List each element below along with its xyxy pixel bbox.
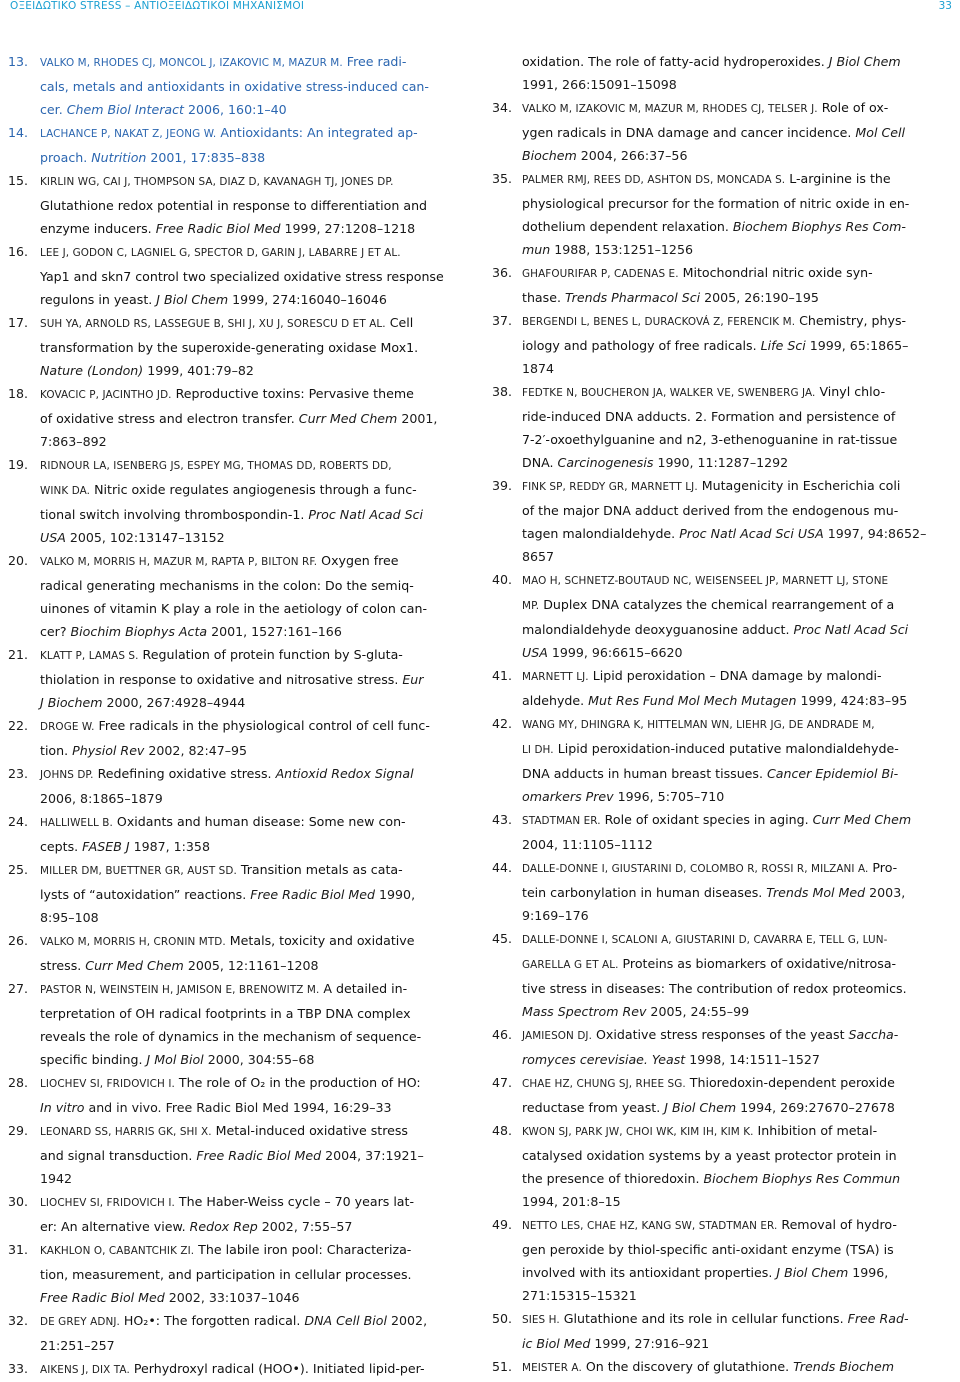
reference-details: 2002, 33:1037–1046: [164, 1290, 300, 1305]
reference-details: 2000, 267:4928–4944: [102, 695, 246, 710]
reference-details: 1994, 269:27670–27678: [736, 1100, 895, 1115]
reference-title: Metal-induced oxidative stress and signal transduction.: [40, 1123, 408, 1163]
reference-item: [492, 856, 954, 927]
reference-number: 29.: [8, 1123, 29, 1138]
reference-item: [8, 714, 448, 762]
reference-item: [492, 167, 954, 261]
reference-item: [8, 1190, 448, 1238]
reference-authors: DROGE W.: [40, 721, 95, 733]
reference-number: 22.: [8, 718, 29, 733]
reference-details: 2004, 37:1921– 1942: [40, 1148, 424, 1186]
reference-number: 44.: [492, 860, 513, 875]
reference-authors: VALKO M, MORRIS H, CRONIN MTD.: [40, 936, 226, 948]
reference-number: 26.: [8, 933, 29, 948]
reference-journal: Biochim Biophys Acta: [70, 624, 208, 639]
reference-title: Regulation of protein function by S-gluta- thiolation in response to oxidative and nitrosative stress.: [40, 647, 403, 687]
reference-journal: Carcinogenesis: [557, 455, 654, 470]
reference-authors: KAKHLON O, CABANTCHIK ZI.: [40, 1245, 195, 1257]
reference-authors: SIES H.: [522, 1314, 560, 1326]
reference-item: [492, 50, 954, 96]
reference-journal: Free Radic Biol Med: [196, 1148, 322, 1163]
reference-journal: Physiol Rev: [72, 743, 145, 758]
reference-title: Cell transformation by the superoxide-generating oxidase Mox1.: [40, 315, 419, 355]
reference-authors: LEE J, GODON C, LAGNIEL G, SPECTOR D, GARIN J, LABARRE J ET AL.: [40, 247, 401, 259]
reference-number: 33.: [8, 1361, 29, 1376]
reference-number: 36.: [492, 265, 513, 280]
reference-number: 37.: [492, 313, 513, 328]
reference-title: Oxidants and human disease: Some new con- cepts.: [40, 814, 406, 854]
reference-details: 2001, 7:863–892: [40, 411, 438, 449]
reference-details: 2005, 102:13147–13152: [65, 530, 225, 545]
reference-item: [8, 762, 448, 810]
reference-number: 18.: [8, 386, 29, 401]
reference-authors: SUH YA, ARNOLD RS, LASSEGUE B, SHI J, XU J, SORESCU D ET AL.: [40, 318, 386, 330]
reference-details: 2003, 9:169–176: [522, 885, 906, 923]
reference-authors: FEDTKE N, BOUCHERON JA, WALKER VE, SWENBERG JA.: [522, 387, 816, 399]
reference-number: 49.: [492, 1217, 513, 1232]
reference-title: Role of ox- ygen radicals in DNA damage and cancer incidence.: [522, 100, 889, 140]
reference-journal: Free Radic Biol Med: [250, 887, 376, 902]
reference-number: 21.: [8, 647, 29, 662]
reference-authors: WANG MY, DHINGRA K, HITTELMAN WN, LIEHR JG, DE ANDRADE M, LI DH.: [522, 719, 875, 756]
reference-journal: J Biol Chem: [776, 1265, 849, 1280]
running-head-title: ΟΞΕΙΔΩΤΙΚΟ STRESS – ΑΝΤΙΟΞΕΙΔΩΤΙΚΟΙ ΜΗΧΑΝΙΣΜΟΙ: [10, 0, 305, 12]
reference-journal: Mut Res Fund Mol Mech Mutagen: [588, 693, 797, 708]
reference-journal: Proc Natl Acad Sci USA: [679, 526, 824, 541]
reference-item: [492, 568, 954, 664]
reference-item: [492, 1071, 954, 1119]
reference-details: 2002, 21:251–257: [40, 1313, 428, 1353]
reference-title: On the discovery of glutathione.: [581, 1359, 794, 1374]
reference-title: Reproductive toxins: Pervasive theme of oxidative stress and electron transfer.: [40, 386, 414, 426]
reference-authors: NETTO LES, CHAE HZ, KANG SW, STADTMAN ER.: [522, 1220, 778, 1232]
reference-number: 15.: [8, 173, 29, 188]
reference-authors: DALLE-DONNE I, SCALONI A, GIUSTARINI D, CAVARRA E, TELL G, LUN- GARELLA G ET AL.: [522, 934, 888, 971]
reference-title: A detailed in- terpretation of OH radical footprints in a TBP DNA complex reveals the role of dynamics in the mechanism of sequence- specific binding.: [40, 981, 422, 1067]
reference-authors: MEISTER A.: [522, 1362, 582, 1374]
reference-title: L-arginine is the physiological precursor for the formation of nitric oxide in en- dothelium dependent relaxation.: [522, 171, 910, 234]
reference-title: Metals, toxicity and oxidative stress.: [40, 933, 415, 973]
reference-authors: MARNETT LJ.: [522, 671, 589, 683]
reference-journal: DNA Cell Biol: [304, 1313, 388, 1328]
reference-details: 1988, 153:1251–1256: [550, 242, 693, 257]
reference-journal: Curr Med Chem: [812, 812, 912, 827]
reference-authors: BERGENDI L, BENES L, DURACKOVÁ Z, FERENCIK M.: [522, 316, 796, 328]
reference-number: 27.: [8, 981, 29, 996]
reference-number: 14.: [8, 125, 29, 140]
reference-details: and in vivo. Free Radic Biol Med 1994, 16:29–33: [84, 1100, 392, 1115]
reference-item: [492, 1213, 954, 1307]
reference-authors: VALKO M, IZAKOVIC M, MAZUR M, RHODES CJ, TELSER J.: [522, 103, 818, 115]
reference-number: 24.: [8, 814, 29, 829]
reference-title: Perhydroxyl radical (HOO•). Initiated lipid-per-: [129, 1361, 425, 1376]
reference-journal: J Biol Chem: [664, 1100, 737, 1115]
reference-title: Vinyl chlo- ride-induced DNA adducts. 2. Formation and persistence of 7-2′-oxoethylguanine and n2, 3-ethenoguanine in rat-tissue DNA.: [522, 384, 898, 470]
reference-number: 38.: [492, 384, 513, 399]
reference-item: [492, 927, 954, 1023]
reference-details: 1998, 14:1511–1527: [685, 1052, 820, 1067]
reference-details: 1990, 8:95–108: [40, 887, 416, 925]
reference-number: 19.: [8, 457, 29, 472]
reference-details: 2002, 82:47–95: [144, 743, 248, 758]
reference-authors: LACHANCE P, NAKAT Z, JEONG W.: [40, 128, 217, 140]
running-header: [0, 0, 960, 34]
reference-authors: KWON SJ, PARK JW, CHOI WK, KIM IH, KIM K.: [522, 1126, 754, 1138]
reference-item: [8, 169, 448, 240]
reference-authors: LIOCHEV SI, FRIDOVICH I.: [40, 1197, 175, 1209]
reference-title: Oxidative stress responses of the yeast: [592, 1027, 849, 1042]
reference-journal: FASEB J: [82, 839, 130, 854]
reference-authors: KLATT P, LAMAS S.: [40, 650, 139, 662]
reference-details: 1994, 201:8–15: [522, 1194, 621, 1209]
reference-title: Oxygen free radical generating mechanisms in the colon: Do the semiq- uinones of vitamin K play a role in the aetiology of colon can- cer?: [40, 553, 428, 639]
reference-item: [492, 1307, 954, 1355]
reference-item: [492, 1355, 954, 1380]
reference-journal: In vitro: [40, 1100, 85, 1115]
reference-title: Thioredoxin-dependent peroxide reductase from yeast.: [522, 1075, 895, 1115]
reference-number: 32.: [8, 1313, 29, 1328]
reference-item: [492, 664, 954, 712]
reference-number: 51.: [492, 1359, 513, 1374]
reference-authors: JOHNS DP.: [40, 769, 94, 781]
reference-item: [8, 1071, 448, 1119]
references-right-column: [492, 50, 954, 1380]
reference-title: The labile iron pool: Characteriza- tion, measurement, and participation in cellular processes.: [40, 1242, 412, 1282]
reference-item: [8, 382, 448, 453]
reference-title: Inhibition of metal- catalysed oxidation systems by a yeast protector protein in the presence of thioredoxin.: [522, 1123, 897, 1186]
reference-journal: Life Sci: [760, 338, 806, 353]
reference-details: 1987, 1:358: [129, 839, 210, 854]
reference-details: 1999, 96:6615–6620: [547, 645, 683, 660]
reference-number: 34.: [492, 100, 513, 115]
reference-title: Nitric oxide regulates angiogenesis through a func- tional switch involving thrombospondin-1.: [40, 482, 417, 522]
reference-title: Lipid peroxidation – DNA damage by malondi- aldehyde.: [522, 668, 882, 708]
reference-number: 23.: [8, 766, 29, 781]
reference-details: 1990, 11:1287–1292: [653, 455, 789, 470]
reference-number: 17.: [8, 315, 29, 330]
reference-journal: Antioxid Redox Signal: [275, 766, 414, 781]
reference-journal: Trends Biochem: [793, 1359, 895, 1374]
reference-details: 2002, 7:55–57: [257, 1219, 353, 1234]
reference-journal: Curr Med Chem: [85, 958, 184, 973]
page-number: 33: [938, 0, 952, 12]
reference-authors: CHAE HZ, CHUNG SJ, RHEE SG.: [522, 1078, 686, 1090]
reference-journal: Mol Cell Biochem: [522, 125, 906, 163]
reference-title: The role of O₂ in the production of HO:: [178, 1075, 421, 1090]
reference-title: Pro- tein carbonylation in human diseases.: [522, 860, 898, 900]
reference-authors: DALLE-DONNE I, GIUSTARINI D, COLOMBO R, ROSSI R, MILZANI A.: [522, 863, 869, 875]
reference-item: [8, 549, 448, 643]
reference-authors: LEONARD SS, HARRIS GK, SHI X.: [40, 1126, 212, 1138]
reference-details: 2005, 12:1161–1208: [183, 958, 319, 973]
reference-number: 40.: [492, 572, 513, 587]
reference-item: [492, 1023, 954, 1071]
reference-authors: MAO H, SCHNETZ-BOUTAUD NC, WEISENSEEL JP, MARNETT LJ, STONE MP.: [522, 575, 889, 612]
reference-authors: VALKO M, MORRIS H, MAZUR M, RAPTA P, BILTON RF.: [40, 556, 318, 568]
reference-title: Redefining oxidative stress.: [93, 766, 276, 781]
reference-details: 1999, 27:916–921: [590, 1336, 710, 1351]
reference-authors: KIRLIN WG, CAI J, THOMPSON SA, DIAZ D, KAVANAGH TJ, JONES DP.: [40, 176, 394, 188]
reference-title: Yap1 and skn7 control two specialized oxidative stress response regulons in yeast.: [40, 269, 444, 307]
reference-title: Glutathione redox potential in response to differentiation and enzyme inducers.: [40, 198, 428, 236]
reference-number: 28.: [8, 1075, 29, 1090]
reference-number: 42.: [492, 716, 513, 731]
reference-journal: Curr Med Chem: [298, 411, 398, 426]
reference-details: 1999, 401:79–82: [143, 363, 254, 378]
reference-details: 1999, 274:16040–16046: [228, 292, 387, 307]
reference-item: [492, 474, 954, 568]
reference-number: 46.: [492, 1027, 513, 1042]
reference-details: 1999, 65:1865– 1874: [522, 338, 909, 376]
reference-journal: Nature (London): [40, 363, 144, 378]
reference-item: [492, 261, 954, 309]
reference-authors: FINK SP, REDDY GR, MARNETT LJ.: [522, 481, 698, 493]
reference-authors: JAMIESON DJ.: [522, 1030, 593, 1042]
reference-item: [8, 50, 448, 121]
reference-authors: HALLIWELL B.: [40, 817, 113, 829]
reference-journal: Trends Pharmacol Sci: [564, 290, 701, 305]
reference-details: 2000, 304:55–68: [203, 1052, 315, 1067]
reference-authors: VALKO M, RHODES CJ, MONCOL J, IZAKOVIC M, MAZUR M.: [40, 57, 343, 69]
reference-journal: Redox Rep: [189, 1219, 258, 1234]
reference-details: 1996, 271:15315–15321: [522, 1265, 889, 1303]
reference-details: 2001, 1527:161–166: [207, 624, 342, 639]
reference-title: Free radicals in the physiological control of cell func- tion.: [40, 718, 430, 758]
reference-authors: AIKENS J, DIX TA.: [40, 1364, 130, 1376]
reference-title: Role of oxidant species in aging.: [600, 812, 813, 827]
reference-number: 25.: [8, 862, 29, 877]
reference-item: [8, 810, 448, 858]
reference-journal: Mass Spectrom Rev: [522, 1004, 647, 1019]
reference-authors: LIOCHEV SI, FRIDOVICH I.: [40, 1078, 175, 1090]
reference-item: [492, 1119, 954, 1213]
reference-item: [492, 808, 954, 856]
reference-item: [8, 1309, 448, 1357]
reference-journal: Proc Natl Acad Sci USA: [40, 507, 424, 545]
reference-details: 1997, 94:8652– 8657: [522, 526, 927, 564]
reference-number: 35.: [492, 171, 513, 186]
reference-title: Removal of hydro- gen peroxide by thiol-specific anti-oxidant enzyme (TSA) is involved with its antioxidant properties.: [522, 1217, 897, 1280]
reference-authors: RIDNOUR LA, ISENBERG JS, ESPEY MG, THOMAS DD, ROBERTS DD, WINK DA.: [40, 460, 392, 497]
reference-item: [492, 380, 954, 474]
reference-number: 20.: [8, 553, 29, 568]
reference-item: [492, 96, 954, 167]
reference-authors: PALMER RMJ, REES DD, ASHTON DS, MONCADA S.: [522, 174, 786, 186]
reference-title: Glutathione and its role in cellular functions.: [559, 1311, 848, 1326]
reference-details: 2004, 11:1105–1112: [522, 837, 653, 852]
reference-number: 39.: [492, 478, 513, 493]
reference-title: The Haber-Weiss cycle – 70 years lat- er: An alternative view.: [40, 1194, 415, 1234]
reference-title: Chemistry, phys- iology and pathology of free radicals.: [522, 313, 907, 353]
reference-number: 13.: [8, 54, 29, 69]
reference-journal: Free Radic Biol Med: [155, 221, 281, 236]
reference-journal: Eur J Biochem: [40, 672, 424, 710]
reference-title: Proteins as biomarkers of oxidative/nitrosa- tive stress in diseases: The contribution of redox proteomics.: [522, 956, 907, 996]
reference-journal: Free Rad- ic Biol Med: [522, 1311, 909, 1351]
reference-authors: MILLER DM, BUETTNER GR, AUST SD.: [40, 865, 237, 877]
reference-item: [8, 977, 448, 1071]
reference-number: 43.: [492, 812, 513, 827]
reference-number: 41.: [492, 668, 513, 683]
reference-title: Transition metals as cata- lysts of “autoxidation” reactions.: [40, 862, 403, 902]
reference-item: [8, 311, 448, 382]
reference-item: [8, 858, 448, 929]
reference-item: [8, 643, 448, 714]
reference-number: 30.: [8, 1194, 29, 1209]
reference-journal: Trends Mol Med: [766, 885, 866, 900]
reference-details: 2005, 24:55–99: [646, 1004, 750, 1019]
reference-authors: DE GREY ADNJ.: [40, 1316, 120, 1328]
reference-details: 2001, 17:835–838: [146, 150, 266, 165]
reference-details: 1999, 424:83–95: [796, 693, 908, 708]
reference-journal: Cancer Epidemiol Bi- omarkers Prev: [522, 766, 899, 804]
reference-item: [8, 121, 448, 169]
reference-journal: J Mol Biol: [146, 1052, 204, 1067]
reference-item: [8, 240, 448, 311]
reference-title: Duplex DNA catalyzes the chemical rearrangement of a malondialdehyde deoxyguanosine adduct.: [522, 597, 895, 637]
reference-item: [8, 1357, 448, 1382]
reference-authors: STADTMAN ER.: [522, 815, 601, 827]
reference-number: 16.: [8, 244, 29, 259]
reference-journal: Biochem Biophys Res Commun: [703, 1171, 901, 1186]
reference-title: oxidation. The role of fatty-acid hydroperoxides.: [522, 54, 829, 69]
reference-title: Mutagenicity in Escherichia coli of the major DNA adduct derived from the endogenous mu- tagen malondialdehyde.: [522, 478, 901, 541]
reference-number: 48.: [492, 1123, 513, 1138]
reference-item: [8, 1119, 448, 1190]
reference-journal: Chem Biol Interact: [66, 102, 184, 117]
reference-authors: GHAFOURIFAR P, CADENAS E.: [522, 268, 679, 280]
reference-details: 2006, 8:1865–1879: [40, 791, 163, 806]
reference-item: [8, 453, 448, 549]
reference-authors: KOVACIC P, JACINTHO JD.: [40, 389, 172, 401]
reference-details: 2005, 26:190–195: [700, 290, 819, 305]
reference-number: 31.: [8, 1242, 29, 1257]
reference-title: HO₂•: The forgotten radical.: [119, 1313, 305, 1328]
reference-title: Lipid peroxidation-induced putative malondialdehyde- DNA adducts in human breast tissues.: [522, 741, 899, 781]
reference-number: 45.: [492, 931, 513, 946]
reference-details: 1999, 27:1208–1218: [280, 221, 416, 236]
reference-details: 2006, 160:1–40: [183, 102, 287, 117]
reference-item: [8, 929, 448, 977]
reference-journal: Nutrition: [91, 150, 147, 165]
reference-journal: Saccha- romyces cerevisiae. Yeast: [522, 1027, 899, 1067]
reference-title: Mitochondrial nitric oxide syn- thase.: [522, 265, 873, 305]
reference-journal: J Biol Chem: [828, 54, 901, 69]
reference-journal: Biochem Biophys Res Com- mun: [522, 219, 906, 257]
reference-journal: Proc Natl Acad Sci USA: [522, 622, 909, 660]
reference-details: 1991, 266:15091–15098: [522, 77, 677, 92]
reference-item: [492, 309, 954, 380]
reference-title: Antioxidants: An integrated ap- proach.: [40, 125, 418, 165]
references-left-column: [8, 50, 448, 1382]
reference-details: 2004, 266:37–56: [576, 148, 688, 163]
reference-number: 47.: [492, 1075, 513, 1090]
reference-details: 1996, 5:705–710: [613, 789, 725, 804]
reference-journal: J Biol Chem: [156, 292, 229, 307]
reference-number: 50.: [492, 1311, 513, 1326]
reference-authors: PASTOR N, WEINSTEIN H, JAMISON E, BRENOWITZ M.: [40, 984, 320, 996]
reference-journal: Free Radic Biol Med: [40, 1290, 165, 1305]
reference-title: Free radi- cals, metals and antioxidants in oxidative stress-induced can- cer.: [40, 54, 429, 117]
reference-item: [8, 1238, 448, 1309]
reference-item: [492, 712, 954, 808]
